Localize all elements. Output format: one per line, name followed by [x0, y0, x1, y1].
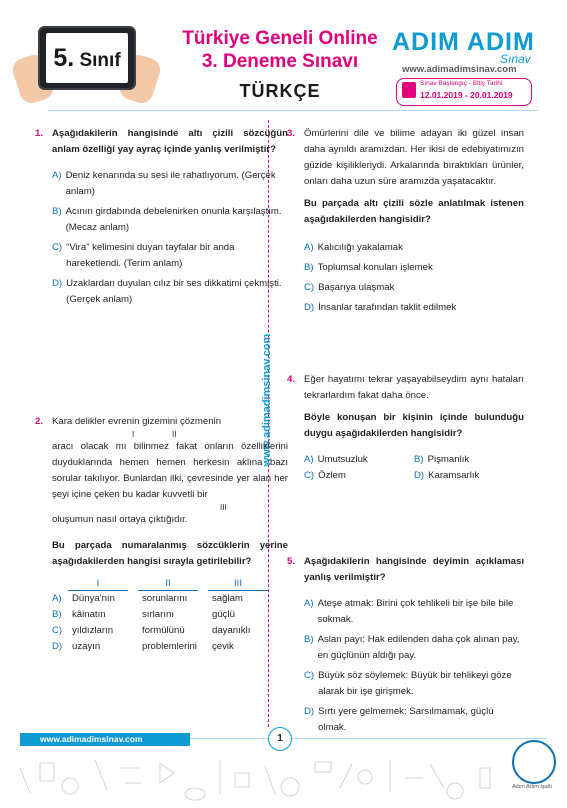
footer-logo-caption: Adım Adım İşaltı [511, 784, 553, 790]
grade-word: Sınıf [79, 49, 121, 71]
subject-title: TÜRKÇE [239, 81, 321, 101]
option-text: Pişmanlık [427, 454, 470, 465]
option-text: Ateşe atmak: Birini çok tehlikeli bir işe bile bile sokmak. [317, 598, 514, 625]
question-stem: Aşağıdakilerin hangisinde deyimin açıklaması yanlış verilmiştir? [304, 556, 524, 583]
brand-logo: ADIM ADIM [392, 28, 535, 56]
question-number: 2. [35, 416, 44, 427]
option-letter: A) [304, 454, 314, 465]
table-cell: uzayın [72, 641, 101, 652]
grade-badge [46, 33, 128, 83]
option-letter: D) [414, 470, 425, 481]
roman-mark-1: I [132, 430, 135, 439]
footer-website[interactable]: www.adimadimsinav.com [20, 733, 190, 746]
question-stem: Aşağıdakilerin hangisinde altı çizili sözcüğün anlam özelliği yay ayraç içinde yanlış verilmiştir? [52, 128, 288, 155]
answer-option[interactable] [304, 468, 414, 484]
table-cell: sorunlarını [142, 593, 188, 604]
option-text: Büyük söz söylemek: Büyük bir tehlikeyi gözе alarak bir işe girişmek. [318, 670, 512, 697]
passage-end: oluşumun nasıl ortaya çıktığıdır. [52, 514, 188, 525]
header-website: www.adimadimsinav.com [402, 64, 517, 75]
answer-option[interactable] [304, 280, 524, 296]
option-letter: D) [52, 278, 63, 289]
page-number: 1 [268, 727, 292, 751]
option-letter: C) [52, 625, 63, 636]
table-cell: güçlü [212, 609, 235, 620]
question-3 [287, 126, 524, 320]
brand-logo-sub: Sınav [500, 52, 531, 66]
answer-option[interactable] [52, 591, 288, 607]
answer-option[interactable] [52, 240, 288, 272]
table-cell: Dünya'nın [72, 593, 115, 604]
answer-table [52, 578, 288, 655]
option-letter: D) [304, 302, 315, 313]
table-cell: kâinatın [72, 609, 106, 620]
option-letter: D) [52, 641, 63, 652]
option-text: İnsanlar tarafından taklit edilmek [318, 302, 457, 313]
answer-option[interactable] [304, 632, 524, 664]
question-number: 5. [287, 556, 296, 567]
answer-option[interactable] [414, 468, 524, 484]
exam-title-line2: 3. Deneme Sınavı [201, 51, 359, 72]
answer-option[interactable] [304, 596, 524, 628]
option-letter: A) [52, 593, 62, 604]
option-text: Toplumsal konuları işlemek [317, 262, 433, 273]
answer-option[interactable] [52, 276, 288, 308]
passage: Ömürlerini dile ve bilime adayan iki güzel insan daha aynıldı aramızdan. Her ikisi de edebiyatımızın güzide kişilikleriydi. Arkalarında bıraktıkları ürünler, onları daha uzun süre aramızda yaşatacaktır. [304, 128, 524, 187]
option-letter: B) [304, 634, 314, 645]
column-header: I [68, 578, 128, 591]
option-text: Özlem [318, 470, 346, 481]
question-stem: Böyle konuşan bir kişinin içinde bulunduğu duygu aşağıdakilerden hangisidir? [304, 412, 524, 439]
table-cell: yıldızların [72, 625, 114, 636]
grade-number: 5. [53, 43, 75, 72]
option-letter: C) [52, 242, 63, 253]
option-text: Acının girdabında debelenirken onunla karşılaştım. (Mecaz anlam) [65, 206, 282, 233]
option-letter: A) [304, 598, 314, 609]
answer-option[interactable] [304, 452, 414, 468]
calendar-icon [402, 82, 416, 98]
question-number: 4. [287, 374, 296, 385]
passage-body: aracı olacak mı bilinmez fakat onların özelliklerini duyduklarında hemen hemen herkesin aklına bazı sorular takılıyor. Bunlardan ilki, çevresinde yer alan her şeyi içine çeken bu kadar kuvvetli bir [52, 441, 288, 500]
option-letter: A) [52, 170, 62, 181]
option-text: Başarıya ulaşmak [318, 282, 395, 293]
option-letter: C) [304, 282, 315, 293]
option-text: “Vira” kelimesini duyan tayfalar bir anda hareketlendi. (Terim anlam) [66, 242, 235, 269]
option-text: Umutsuzluk [317, 454, 368, 465]
table-cell: problemlerini [142, 641, 197, 652]
question-stem: Bu parçada numaralanmış sözcüklerin yerine aşağıdakilerden hangisi sırayla getirilebilir? [52, 540, 288, 567]
table-cell: formülünü [142, 625, 185, 636]
answer-option[interactable] [304, 240, 524, 256]
school-doodles-decoration [0, 748, 567, 808]
option-text: Kalıcılığı yakalamak [317, 242, 403, 253]
exam-title-line1: Türkiye Geneli Online [182, 28, 378, 49]
answer-option[interactable] [52, 204, 288, 236]
option-letter: B) [414, 454, 424, 465]
table-header [52, 578, 288, 591]
question-1 [35, 126, 288, 312]
answer-option[interactable] [52, 623, 288, 639]
roman-mark-2: II [172, 430, 177, 439]
answer-option[interactable] [304, 260, 524, 276]
option-letter: B) [304, 262, 314, 273]
option-text: Karamsarlık [428, 470, 480, 481]
question-number: 1. [35, 128, 44, 139]
question-number: 3. [287, 128, 296, 139]
option-letter: C) [304, 470, 315, 481]
answer-option[interactable] [52, 639, 288, 655]
date-label: Sınav Başlangıç - Bitiş Tarihi [420, 80, 503, 87]
option-letter: D) [304, 706, 315, 717]
answer-option[interactable] [414, 452, 524, 468]
option-letter: A) [304, 242, 314, 253]
answer-option[interactable] [304, 668, 524, 700]
option-letter: B) [52, 609, 62, 620]
table-cell: sağlam [212, 593, 243, 604]
question-2 [35, 414, 288, 655]
option-letter: C) [304, 670, 315, 681]
table-cell: dayanıklı [212, 625, 251, 636]
option-text: Uzaklardan duyulan cılız bir ses dikkatimi çekmişti. (Gerçek anlam) [66, 278, 282, 305]
answer-option[interactable] [52, 607, 288, 623]
option-text: Sırtı yere gelmemek: Sarsılmamak, güçlü olmak. [318, 706, 494, 733]
option-text: Aslan payı: Hak edilenden daha çok alınan pay, en güçlünün aldığı pay. [317, 634, 520, 661]
question-4 [287, 372, 524, 484]
answer-option[interactable] [52, 168, 288, 200]
table-cell: sırlarını [142, 609, 174, 620]
option-letter: B) [52, 206, 62, 217]
answer-option[interactable] [304, 300, 524, 316]
column-header: II [138, 578, 198, 591]
option-text: Deniz kenarında su sesi ile rahatlıyorum. (Gerçek anlam) [65, 170, 276, 197]
question-stem: Bu parçada altı çizili sözle anlatılmak istenen aşağıdakilerden hangisidir? [304, 198, 524, 225]
footer-logo [512, 740, 556, 784]
table-cell: çevik [212, 641, 234, 652]
date-range: 12.01.2019 - 20.01.2019 [420, 90, 513, 100]
question-5 [287, 554, 524, 740]
passage: Eğer hayatımı tekrar yaşayabilseydim aynı hataları tekrarlardım fakat daha önce. [304, 374, 524, 401]
passage-line1: Kara delikler evrenin gizemini çözmenin [52, 416, 222, 427]
header-divider [48, 110, 538, 111]
roman-mark-3: III [220, 503, 227, 512]
column-header: III [208, 578, 268, 591]
